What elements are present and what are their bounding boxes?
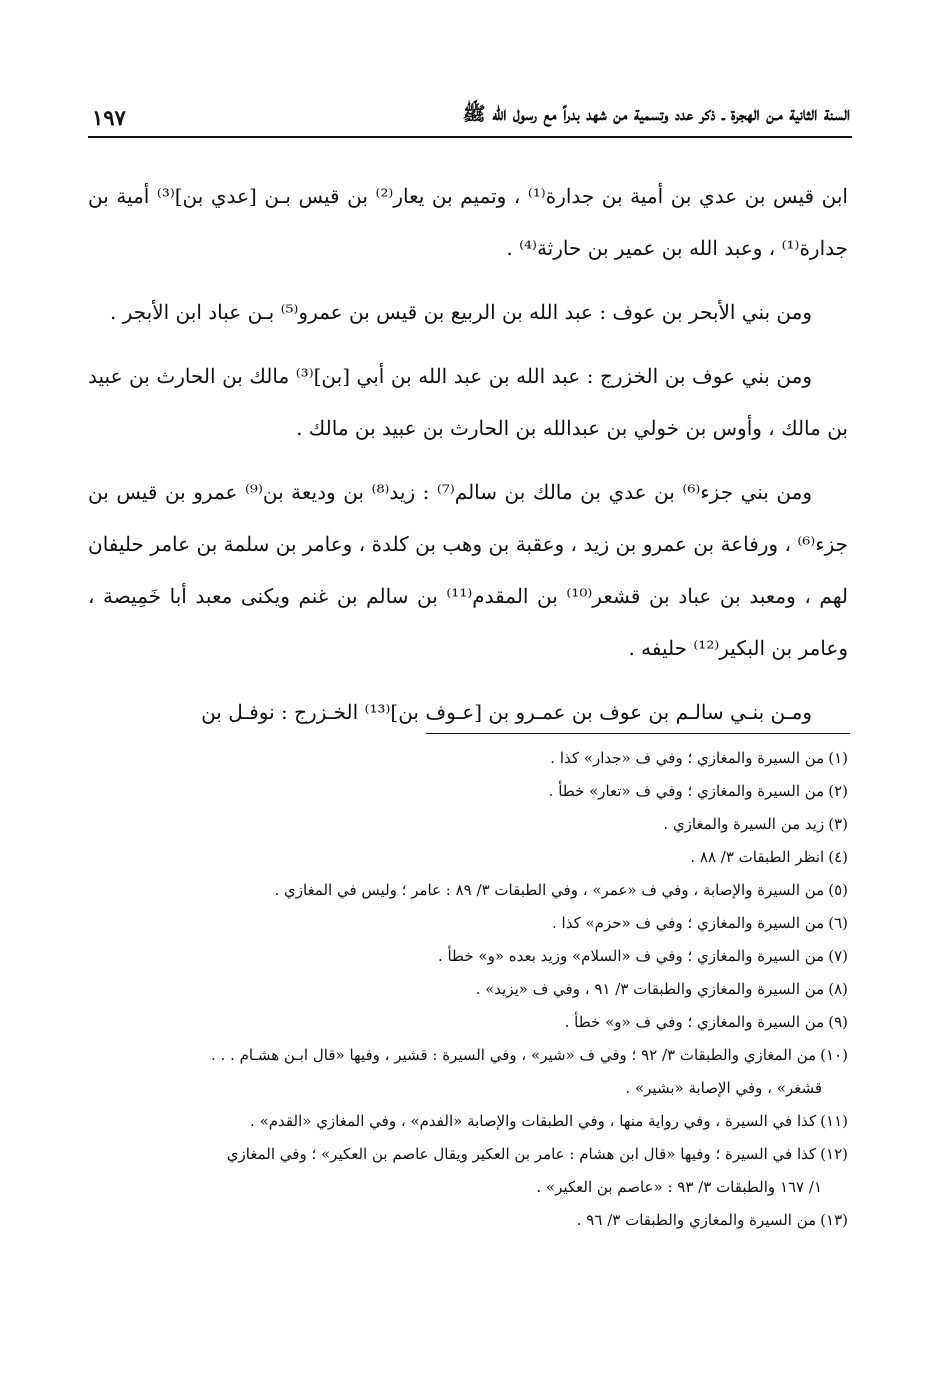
footnote-number: (١٣): [820, 1211, 848, 1229]
footnote-continuation: ١/ ١٦٧ والطبقات ٣/ ٩٣ : «عاصم بن العكير» .: [536, 1178, 822, 1196]
footnote-text: انظر الطبقات ٣/ ٨٨ .: [690, 848, 825, 866]
footnote: [88, 1204, 848, 1237]
footnote-number: (١٢): [820, 1145, 848, 1163]
footnote-divider: [426, 733, 850, 734]
footnote: [88, 841, 848, 874]
footnote-text: من السيرة والمغازي ؛ وفي ف «جدار» كذا .: [550, 749, 825, 767]
footnote: [88, 940, 848, 973]
page-number: ١٩٧: [92, 105, 126, 130]
footnote-text: كذا في السيرة ، وفي رواية منها ، وفي الطبقات والإصابة «الفدم» ، وفي المغازي «القدم» .: [250, 1112, 817, 1130]
footnote-continuation: قشغر» ، وفي الإصابة «بشير» .: [625, 1079, 822, 1097]
footnote-text: من المغازي والطبقات ٣/ ٩٢ ؛ وفي ف «شير» ، وفي السيرة : قشير ، وفيها «قال ابـن هشـام . . .: [211, 1046, 817, 1064]
footnote: [88, 808, 848, 841]
footnote-number: (٥): [828, 881, 848, 899]
paragraph: ومـن بنـي سالـم بن عوف بن عمـرو بن [عـوف بن]⁽¹³⁾ الخـزرج : نوفـل بن: [201, 700, 812, 724]
footnote: [88, 1138, 848, 1204]
footnote-text: من السيرة والمغازي ؛ وفي ف «السلام» وزيد بعده «و» خطأ .: [437, 947, 825, 965]
running-title: السنة الثانية مـن الهجرة ـ ذكر عدد وتسمية من شهد بدراً مع رسول الله ﷺ: [462, 103, 850, 125]
footnote-number: (٣): [828, 815, 848, 833]
paragraph: ابن قيس بن عدي بن أمية بن جدارة⁽¹⁾ ، وتميم بن يعار⁽²⁾ بن قيس بـن [عدي بن]⁽³⁾ أمية بن جدارة⁽¹⁾ ، وعبد الله بن عمير بن حارثة⁽⁴⁾ .: [88, 184, 848, 260]
footnote-number: (٢): [828, 782, 848, 800]
footnote: [88, 1105, 848, 1138]
footnote-text: من السيرة والمغازي والطبقات ٣/ ٩٦ .: [576, 1211, 817, 1229]
footnote-text: من السيرة والإصابة ، وفي ف «عمر» ، وفي الطبقات ٣/ ٨٩ : عامر ؛ وليس في المغازي .: [274, 881, 825, 899]
footnote-number: (٦): [828, 914, 848, 932]
footnote-text: من السيرة والمغازي ؛ وفي ف «حزم» كذا .: [552, 914, 825, 932]
footnote-text: من السيرة والمغازي ؛ وفي ف «و» خطأ .: [564, 1013, 825, 1031]
main-text: [88, 170, 848, 750]
footnotes: [88, 742, 848, 1237]
footnote-number: (٧): [828, 947, 848, 965]
footnote-text: كذا في السيرة ؛ وفيها «قال ابن هشام : عامر بن العكير ويقال عاصم بن العكير» ؛ وفي المغازي: [226, 1145, 817, 1163]
footnote: [88, 742, 848, 775]
footnote-number: (١): [828, 749, 848, 767]
paragraph: ومن بني الأبحر بن عوف : عبد الله بن الربيع بن قيس بن عمرو⁽⁵⁾ بـن عباد ابن الأبجر .: [109, 300, 812, 324]
footnote: [88, 775, 848, 808]
footnote: [88, 1006, 848, 1039]
footnote: [88, 973, 848, 1006]
page-header: [92, 98, 850, 130]
footnote-text: من السيرة والمغازي ؛ وفي ف «تعار» خطأ .: [548, 782, 825, 800]
paragraph: ومن بني عوف بن الخزرج : عبد الله بن عبد الله بن أبي [بن]⁽³⁾ مالك بن الحارث بن عبيد بن مالك ، وأوس بن خولي بن عبدالله بن الحارث بن عبيد بن مالك .: [88, 364, 848, 440]
footnote: [88, 1039, 848, 1105]
footnote: [88, 907, 848, 940]
footnote-number: (٤): [828, 848, 848, 866]
footnote-text: زيد من السيرة والمغازي .: [663, 815, 825, 833]
footnote-number: (٩): [828, 1013, 848, 1031]
footnote-text: من السيرة والمغازي والطبقات ٣/ ٩١ ، وفي ف «يزيد» .: [475, 980, 825, 998]
footnote-number: (١٠): [820, 1046, 848, 1064]
header-divider: [88, 136, 852, 138]
footnote-number: (٨): [828, 980, 848, 998]
paragraph: ومن بني جزء⁽⁶⁾ بن عدي بن مالك بن سالم⁽⁷⁾ : زيد⁽⁸⁾ بن وديعة بن⁽⁹⁾ عمرو بن قيس بن جزء⁽⁶⁾ ، ورفاعة بن عمرو بن زيد ، وعقبة بن وهب بن كلدة ، وعامر بن سلمة بن عامر حليفان لهم ، ومعبد بن عباد بن قشعر⁽¹⁰⁾ بن المقدم⁽¹¹⁾ بن سالم بن غنم ويكنى معبد أبا خَمِيصة ، وعامر بن البكير⁽¹²⁾ حليفه .: [88, 480, 849, 660]
footnote: [88, 874, 848, 907]
footnote-number: (١١): [820, 1112, 848, 1130]
